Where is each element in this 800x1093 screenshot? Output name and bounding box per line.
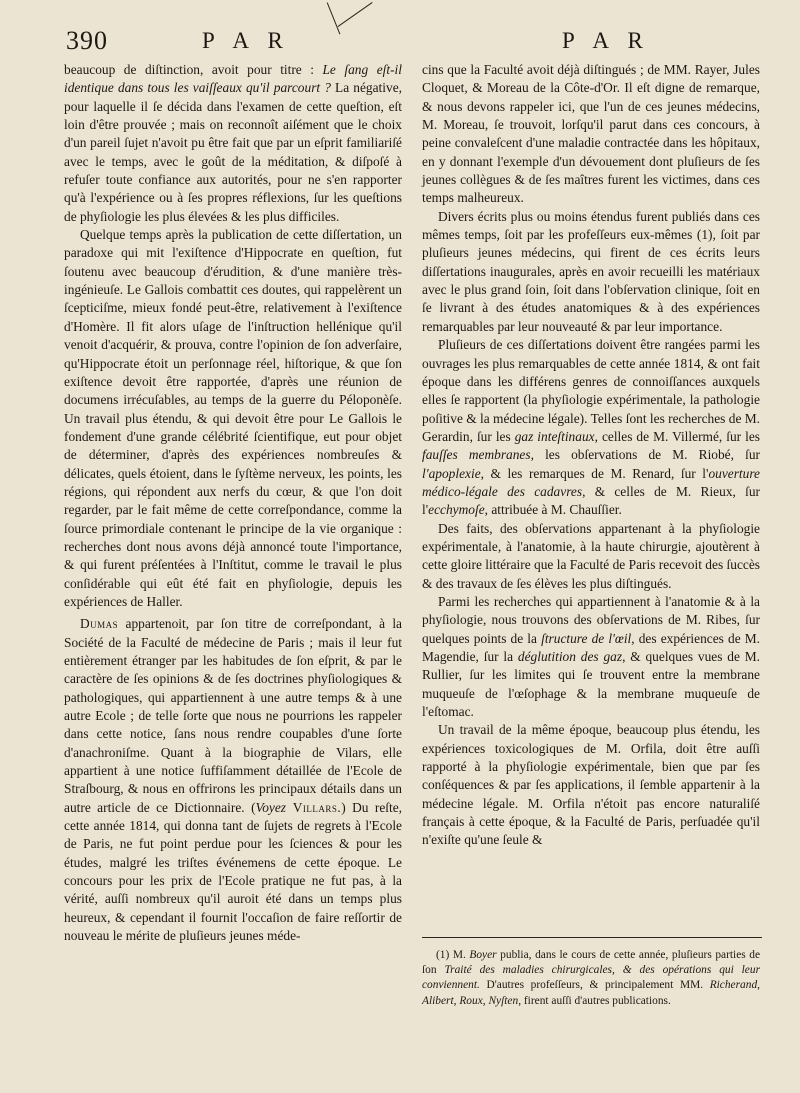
paragraph-faits: Des faits, des obſervations appartenant à la phyſiologie expérimentale, à l'anatomie, à la haute chirurgie, ajoutèrent à cette gloire littéraire que la Faculté de Paris recevoit des ſuccès & des travaux de ſes élèves les plus diſtingués. [422, 520, 760, 591]
paragraph-continuation: cins que la Faculté avoit déjà diſtingués ; de MM. Rayer, Jules Cloquet, & Moreau de la Côte-d'Or. Il eſt digne de remarque, & nous devons rappeler ici, que l'un de ces jeunes médecins, M. Moreau, ſe trouvoit, lorſqu'il parut dans ces concours, à peine convaleſcent d'une maladie contractée dans les hôpitaux, en y donnant l'exemple d'un dévouement dont pluſieurs de ſes jeunes collègues & de ſes maîtres furent les victimes, dans ces temps malheureux. [422, 62, 760, 206]
name-dumas: Dumas [80, 616, 119, 632]
right-column [422, 61, 760, 850]
footnote-text: (1) M. Boyer publia, dans le cours de cette année, pluſieurs parties de ſon Traité des maladies chirurgicales, & des opérations qui leur conviennent. D'autres profeſſeurs, & principalement MM. Richerand, Alibert, Roux, Nyſten, firent auſſi d'autres publications. [422, 949, 761, 1007]
paragraph-dissertations: Pluſieurs de ces diſſertations doivent être rangées parmi les ouvrages les plus remarquables de cette année 1814, & ont fait époque dans les différens genres de connoiſſances auxquels elles ſe rapportent (la phyſiologie expérimentale, la pathologie poſitive & la médecine légale). Telles ſont les recherches de M. Gerardin, ſur les gaz inteſtinaux, celles de M. Villermé, ſur les fauſſes membranes, les obſervations de M. Riobé, ſur l'apoplexie, & les remarques de M. Renard, ſur l'ouverture médico-légale des cadavres, & celles de M. Rieux, ſur l'ecchymoſe, attribuée à M. Chauſſier. [422, 337, 761, 518]
pen-mark-stroke-2 [338, 2, 373, 27]
see-reference: Voyez [255, 799, 287, 815]
page-header [0, 22, 800, 62]
left-column [64, 61, 402, 946]
paragraph-dumas: Dumas appartenoit, par ſon titre de correſpondant, à la Société de la Faculté de médecine de Paris ; mais il leur fut entièrement étranger par les habitudes de ſon eſprit, & par le caractère de ſes opinions & de ſes doctrines phyſiologiques & pathologiques, qui appartiennent à une autre temps & à une autre Ecole ; de telle ſorte que nous ne pourrions les rappeler dans cette notice, ſans nous rendre coupables d'une ſorte d'anachroniſme. Quant à la biographie de Vilars, elle appartient à une notice ſuffiſamment détaillée de l'Ecole de Straſbourg, & nous en offrirons les principaux détails dans un autre article de ce Dictionnaire. (Voyez Villars.) Du reſte, cette année 1814, qui donna tant de ſujets de regrets à l'Ecole de Paris, ne fut point perdue pour les ſciences & pour les études, malgré les triſtes événemens de cette époque. Le concours pour les prix de l'Ecole pratique ne fut pas, à la vérité, auſſi nombreux qu'il auroit été dans un temps plus heureux, & cependant il fournit l'occaſion de faire reſſortir de nouveau le mérite de pluſieurs jeunes méde- [64, 616, 402, 944]
paragraph-hippocrate: Quelque temps après la publication de cette diſſertation, un paradoxe qui mit l'exiſtence d'Hippocrate en queſtion, fut ſoutenu avec beaucoup d'érudition, & d'une manière très-ingénieuſe. Le Gallois combattit ces doutes, qui rappelèrent un ſcepticiſme, mieux fondé peut-être, relativement à l'exiſtence d'Homère. Il fit alors uſage de l'inſtruction hellénique qu'il venoit d'acquérir, & prouva, contre l'opinion de ſon adverſaire, qu'Hippocrate étoit un perſonnage réel, hiſtorique, & que ſon exiſtence devoit être rapportée, d'après une réunion de documens irrécuſables, au temps de la guerre du Péloponèſe. Un travail plus étendu, & qui devoit être pour Le Gallois le fondement d'une grande célébrité ſcientifique, eut pour objet de déterminer, d'après des expériences nombreuſes & délicates, quels étoient, dans le ſyſtème nerveux, les points, les régions, qui répondent aux nerfs du cœur, & que l'on doit regarder, par le fait même de cette correſpondance, comme la ſource primordiale contenant le principe de la vie organique : recherches dont nous avons déjà annoncé toute l'importance, & qui furent préſentées à l'Inſtitut, comme le travail le plus conſidérable qui eût été fait en phyſiologie, depuis les expériences de Haller. [64, 227, 402, 609]
paragraph-anatomie: Parmi les recherches qui appartiennent à l'anatomie & à la phyſiologie, nous trouvons des obſervations de M. Ribes, ſur quelques points de la ſtructure de l'œil, des expériences de M. Magendie, ſur la déglutition des gaz, & quelques vues de M. Rullier, ſur les limites qui ſe trouvent entre la membrane muqueuſe de l'œſophage & la membrane muqueuſe de l'eſtomac. [422, 593, 761, 720]
footnote [422, 948, 760, 1009]
footnote-rule [422, 937, 762, 938]
paragraph-orfila: Un travail de la même époque, beaucoup plus étendu, les expériences toxicologiques de M. Orfila, doit être auſſi rapporté à la phyſiologie expérimentale, bien que par ſes conſéquences & par ſes applications, il ſemble appartenir à la médecine légale. M. Orfila n'étoit pas encore naturaliſé français à cette époque, & la Faculté de Paris, perſuadée qu'il n'exiſte qu'une ſeule & [422, 722, 760, 848]
running-head-left: P A R [202, 28, 290, 53]
paragraph-dissertation: beaucoup de diſtinction, avoit pour titre : Le ſang eſt-il identique dans tous les vaiſſeaux qu'il parcourt ? La négative, pour laquelle il ſe décida dans l'examen de cette queſtion, eſt loin d'être prouvée ; mais on reconnoît aiſément que le choix d'un pareil ſujet n'avoit pu être fait que par un eſprit familiariſé avec le temps, avec le goût de la méditation, & diſpoſé à refuſer toute confiance aux autorités, pour ne s'en rapporter qu'à l'expérience ou à ſes propres réflexions, ſur les queſtions de phyſiologie les plus élevées & les plus difficiles. [64, 62, 402, 224]
running-head-right: P A R [562, 28, 650, 53]
pen-mark-stroke-1 [326, 2, 340, 34]
thesis-title: Le ſang eſt-il identique dans tous les vaiſſeaux qu'il parcourt ? [64, 62, 402, 96]
page-number: 390 [66, 26, 108, 55]
paragraph-divers-ecrits: Divers écrits plus ou moins étendus furent publiés dans ces mêmes temps, ſoit par les profeſſeurs eux-mêmes (1), ſoit par pluſieurs jeunes médecins, qui firent de ces écrits leurs diſſertations inaugurales, après en avoir recueilli les matériaux avec le plus grand ſoin, ſoit dans l'obſervation clinique, ſoit en ſe livrant à des études anatomiques & à des expériences remarquables par leur nouveauté & par leur importance. [422, 208, 760, 334]
